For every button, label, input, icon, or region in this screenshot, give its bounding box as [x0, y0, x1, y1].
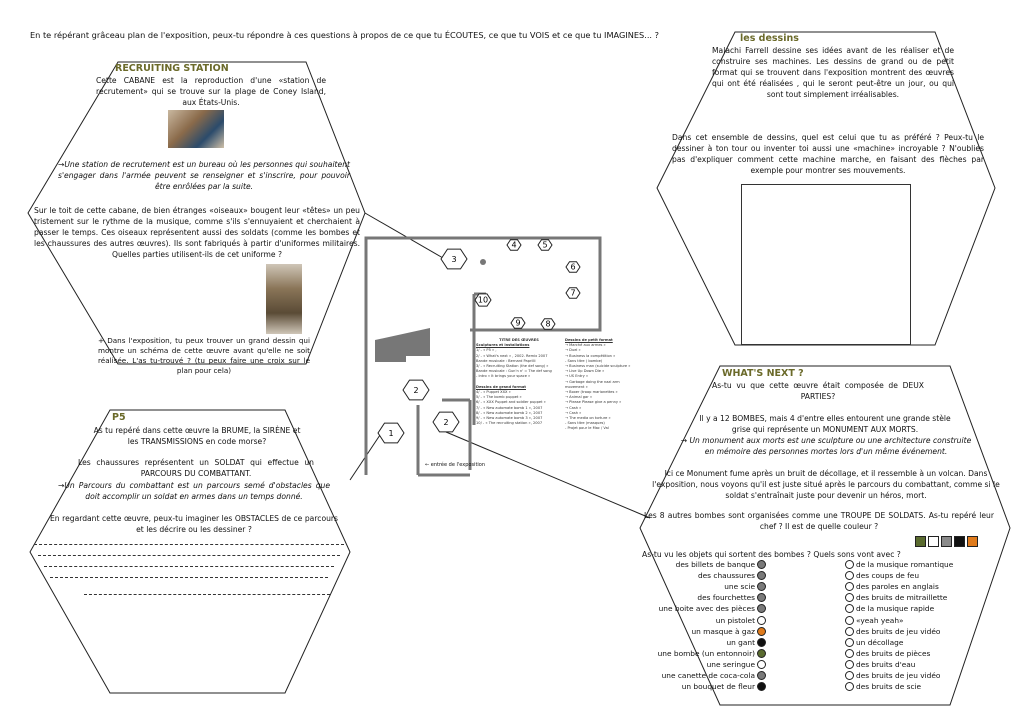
whatsnext-p1: As-tu vu que cette œuvre était composée de DEUX PARTIES?	[712, 381, 924, 401]
legend-line: Dessins de grand format	[476, 384, 526, 389]
legend-line: - Sans titre ( bombe)	[565, 358, 603, 363]
object-label: des chaussures	[697, 571, 755, 581]
object-color-dot[interactable]	[757, 604, 766, 613]
sound-checkbox[interactable]	[845, 627, 854, 636]
object-label: des billets de banque	[675, 560, 755, 570]
p5-p4: En regardant cette œuvre, peux-tu imaginer les OBSTACLES de ce parcours et les décrire ou les dessiner ?	[50, 514, 338, 534]
legend-line: → The media on torture »	[565, 416, 611, 421]
answer-line[interactable]	[84, 594, 330, 595]
map-marker-label: 1	[388, 429, 394, 438]
whatsnext-p3: → Un monument aux morts est une sculpture ou une architecture construite en mémoire des personnes mortes lors d'un même événement.	[680, 436, 972, 456]
sound-label: des paroles en anglais	[856, 582, 939, 592]
object-color-dot[interactable]	[757, 638, 766, 647]
sound-checkbox[interactable]	[845, 582, 854, 591]
legend-line: - intro « It brings your space »	[476, 374, 531, 379]
objects-list	[640, 559, 766, 692]
legend-line: → Marché aux armes »	[565, 343, 606, 348]
dessins-p2: Dans cet ensemble de dessins, quel est celui que tu as préféré ? Peux-tu le dessiner à ton tour ou inventer toi aussi une «machine» incroyable ? N'oublies pas d'expliquer comment cette machine marche, en faisant des flèches par exemple pour montrer ses mouvements.	[672, 133, 984, 175]
entrance-label: ← entrée de l'exposition	[425, 462, 486, 468]
legend-line: 6/ - « XXX Puppet and soldier puppet »	[476, 400, 546, 405]
sound-option[interactable]	[845, 659, 975, 670]
legend-line: 5/ - « The bomb puppet »	[476, 395, 522, 400]
recruiting-station-photo	[168, 110, 224, 148]
sound-option[interactable]	[845, 581, 975, 592]
object-color-dot[interactable]	[757, 671, 766, 680]
sounds-list	[845, 559, 975, 692]
sound-checkbox[interactable]	[845, 593, 854, 602]
object-label: un pistolet	[715, 615, 755, 625]
legend-line: Sculptures et installations	[476, 343, 530, 348]
sound-option[interactable]	[845, 570, 975, 581]
object-color-dot[interactable]	[757, 571, 766, 580]
sound-option[interactable]	[845, 603, 975, 614]
object-label: une canette de coca-cola	[661, 670, 755, 680]
legend-line: → Cash »	[565, 410, 582, 415]
object-option[interactable]	[640, 681, 766, 692]
object-option[interactable]	[640, 592, 766, 603]
sound-label: des bruits de mitraillette	[856, 593, 948, 603]
object-color-dot[interactable]	[757, 560, 766, 569]
legend-line: → Cash »	[565, 405, 582, 410]
whatsnext-p6: As-tu vu les objets qui sortent des bombes ? Quels sons vont avec ?	[642, 550, 901, 559]
map-legend-left	[476, 338, 562, 426]
map-marker-label: 10	[477, 295, 489, 305]
legend-line: → US Entry »	[565, 374, 589, 379]
object-label: une bombe (un entonnoir)	[657, 648, 755, 658]
recruiting-title: RECRUITING STATION	[115, 63, 229, 74]
map-marker-label: 2	[413, 386, 419, 395]
legend-line: Dessins de petit format	[565, 338, 613, 342]
map-marker-label: 5	[542, 240, 548, 250]
drawing-box[interactable]	[741, 184, 911, 345]
legend-line: → Animal gar »	[565, 395, 593, 400]
legend-line: Bande musicale : Bernard Paprilli	[476, 358, 536, 363]
legend-line: - Projet pour le Mac / Val	[565, 426, 609, 431]
object-option[interactable]	[640, 659, 766, 670]
object-option[interactable]	[640, 670, 766, 681]
sound-checkbox[interactable]	[845, 616, 854, 625]
color-swatch[interactable]	[915, 536, 926, 547]
p5-p1: As tu repéré dans cette œuvre la BRUME, la SIRÈNE et les TRANSMISSIONS en code morse?	[93, 426, 301, 446]
p5-p2: Les chaussures représentent un SOLDAT qui effectue un PARCOURS DU COMBATTANT.	[78, 458, 314, 478]
legend-line: → Duel »	[565, 348, 581, 353]
answer-line[interactable]	[38, 555, 340, 556]
object-label: un gant	[726, 637, 755, 647]
legend-line: 7/ - « New automate bomb 1 », 2007	[476, 405, 543, 410]
color-swatch[interactable]	[928, 536, 939, 547]
object-option[interactable]	[640, 570, 766, 581]
sound-checkbox[interactable]	[845, 604, 854, 613]
object-color-dot[interactable]	[757, 582, 766, 591]
object-color-dot[interactable]	[757, 649, 766, 658]
answer-line[interactable]	[34, 544, 344, 545]
legend-line: → Garbage doing the nazi arm movement »	[565, 379, 620, 389]
sound-label: des bruits de scie	[856, 682, 922, 692]
whatsnext-p2: Il y a 12 BOMBES, mais 4 d'entre elles entourent une grande stèle grise qui représente un MONUMENT AUX MORTS.	[699, 414, 951, 434]
legend-line: 9/ - « New automate bomb 3 », 2007	[476, 416, 543, 421]
color-swatch[interactable]	[954, 536, 965, 547]
soldier-uniform-photo	[266, 264, 302, 334]
color-swatch[interactable]	[967, 536, 978, 547]
object-label: une scie	[724, 582, 755, 592]
sound-option[interactable]	[845, 559, 975, 570]
object-color-dot[interactable]	[757, 616, 766, 625]
sound-label: de la musique romantique	[856, 560, 954, 570]
object-option[interactable]	[640, 648, 766, 659]
sound-checkbox[interactable]	[845, 682, 854, 691]
object-color-dot[interactable]	[757, 627, 766, 636]
sound-checkbox[interactable]	[845, 560, 854, 569]
whatsnext-title: WHAT'S NEXT ?	[722, 368, 804, 379]
legend-line: 10/ - « The recruiting station », 2007	[476, 421, 543, 426]
object-option[interactable]	[640, 637, 766, 648]
legend-line: - Sans titre (masques)	[565, 421, 605, 426]
object-color-dot[interactable]	[757, 593, 766, 602]
legend-line: → Business la compétition »	[565, 353, 616, 358]
recruiting-p4: + Dans l'exposition, tu peux trouver un grand dessin qui montre un schéma de cette œuvre avant qu'elle ne soit réalisée. L'as tu-trouvé ? (tu peux faire une croix sur le plan pour cela)	[98, 336, 310, 375]
dessins-p1: Malachi Farrell dessine ses idées avant de les réaliser et de construire ses machines. Les dessins de grand ou de petit format qui se trouvent dans l'exposition montrent des œuvres qui ont été réalisées , qui le seront peut-être un jour, ou qui sont tout simplement irréalisables.	[712, 46, 954, 99]
whatsnext-p4: Ici ce Monument fume après un bruit de décollage, et il ressemble à un volcan. Dans l'exposition, nous voyons qu'il est juste situé après le parcours du combattant, comme si le soldat s'entraînait juste pour devenir un héros, mort.	[652, 469, 1000, 500]
map-marker-label: 8	[545, 319, 551, 329]
sound-label: de la musique rapide	[856, 604, 935, 614]
sound-option[interactable]	[845, 670, 975, 681]
object-label: une seringue	[706, 659, 755, 669]
object-label: un bouquet de fleur	[681, 682, 755, 692]
object-option[interactable]	[640, 614, 766, 625]
sound-label: des bruits de jeu vidéo	[856, 670, 941, 680]
recruiting-p2: →Une station de recrutement est un bureau où les personnes qui souhaitent s'engager dans l'armée peuvent se renseigner et s'inscrire, pour pouvoir être enrôlées par la suite.	[58, 160, 350, 191]
legend-line: → Live Up Down Die »	[565, 369, 605, 374]
sound-checkbox[interactable]	[845, 571, 854, 580]
legend-line: 4/ - « Puppet XXX »	[476, 390, 511, 395]
intro-text: En te répérant grâceau plan de l'exposition, peux-tu répondre à ces questions à propos de ce que tu ÉCOUTES, ce que tu VOIS et ce que tu IMAGINES... ?	[30, 30, 659, 40]
legend-line: → Business man (suicide sculpture »	[565, 364, 631, 369]
object-color-dot[interactable]	[757, 682, 766, 691]
legend-line: → Boxer (troop marionettes »	[565, 390, 618, 395]
sound-label: un décollage	[856, 637, 904, 647]
map-marker-label: 7	[570, 288, 576, 298]
sound-option[interactable]	[845, 614, 975, 625]
object-label: une boite avec des pièces	[658, 604, 755, 614]
sound-checkbox[interactable]	[845, 649, 854, 658]
p5-p3: →Un Parcours du combattant est un parcours semé d'obstacles que doit accomplir un soldat en armes dans un temps donné.	[58, 481, 330, 501]
whatsnext-p5: Les 8 autres bombes sont organisées comme une TROUPE DE SOLDATS. As-tu repéré leur chef ? Il est de quelle couleur ?	[644, 511, 994, 531]
sound-checkbox[interactable]	[845, 671, 854, 680]
legend-line: → Please Please give a penny »	[565, 400, 622, 405]
dessins-title: les dessins	[740, 33, 799, 44]
legend-line: 3/ - « Recruiting Station (the def song) »	[476, 364, 549, 369]
object-option[interactable]	[640, 581, 766, 592]
sound-option[interactable]	[845, 681, 975, 692]
object-label: un masque à gaz	[691, 626, 755, 636]
legend-line: 8/ - « New automate bomb 2 », 2007	[476, 410, 543, 415]
sound-label: des bruits de pièces	[856, 648, 931, 658]
legend-title: TITRE DES ŒUVRES	[499, 338, 539, 342]
legend-line: Bande musicale : Gun'n n' = The def song	[476, 369, 552, 374]
sound-label: «yeah yeah»	[856, 615, 904, 625]
sound-option[interactable]	[845, 648, 975, 659]
object-option[interactable]	[640, 559, 766, 570]
p5-title: P5	[112, 412, 126, 423]
map-marker-label: 2	[443, 418, 449, 427]
sound-checkbox[interactable]	[845, 638, 854, 647]
legend-line: 2/ - « What's next » , 2002. Remix 2007	[476, 353, 548, 358]
sound-label: des coups de feu	[856, 571, 920, 581]
object-label: des fourchettes	[697, 593, 755, 603]
recruiting-p1: Cette CABANE est la reproduction d'une «station de recrutement» qui se trouve sur la plage de Coney Island, aux États-Unis.	[96, 76, 326, 107]
color-swatch[interactable]	[941, 536, 952, 547]
map-marker-label: 9	[515, 318, 521, 328]
recruiting-p3: Sur le toit de cette cabane, de bien étranges «oiseaux» bougent leur «têtes» un peu tristement sur le rythme de la musique, comme s'ils s'ennuyaient et cherchaient à passer le temps. Ces oiseaux représentent aussi des soldats (comme les bombes et les chaussures des autres œuvres). Ils sont fabriqués à partir d'uniformes militaires. Quelles parties utilisent-ils de cet uniforme ?	[34, 206, 360, 259]
answer-line[interactable]	[50, 577, 328, 578]
sound-checkbox[interactable]	[845, 660, 854, 669]
map-marker-label: 3	[451, 255, 457, 264]
map-marker-label: 4	[511, 240, 517, 250]
object-option[interactable]	[640, 603, 766, 614]
map-marker-label: 6	[570, 262, 576, 272]
object-color-dot[interactable]	[757, 660, 766, 669]
sound-option[interactable]	[845, 626, 975, 637]
answer-line[interactable]	[44, 566, 334, 567]
legend-line: 1/ - « P5 » ,	[476, 348, 497, 353]
sound-option[interactable]	[845, 592, 975, 603]
sound-label: des bruits d'eau	[856, 659, 916, 669]
sound-label: des bruits de jeu vidéo	[856, 626, 941, 636]
object-option[interactable]	[640, 626, 766, 637]
sound-option[interactable]	[845, 637, 975, 648]
map-legend-right	[565, 338, 631, 432]
